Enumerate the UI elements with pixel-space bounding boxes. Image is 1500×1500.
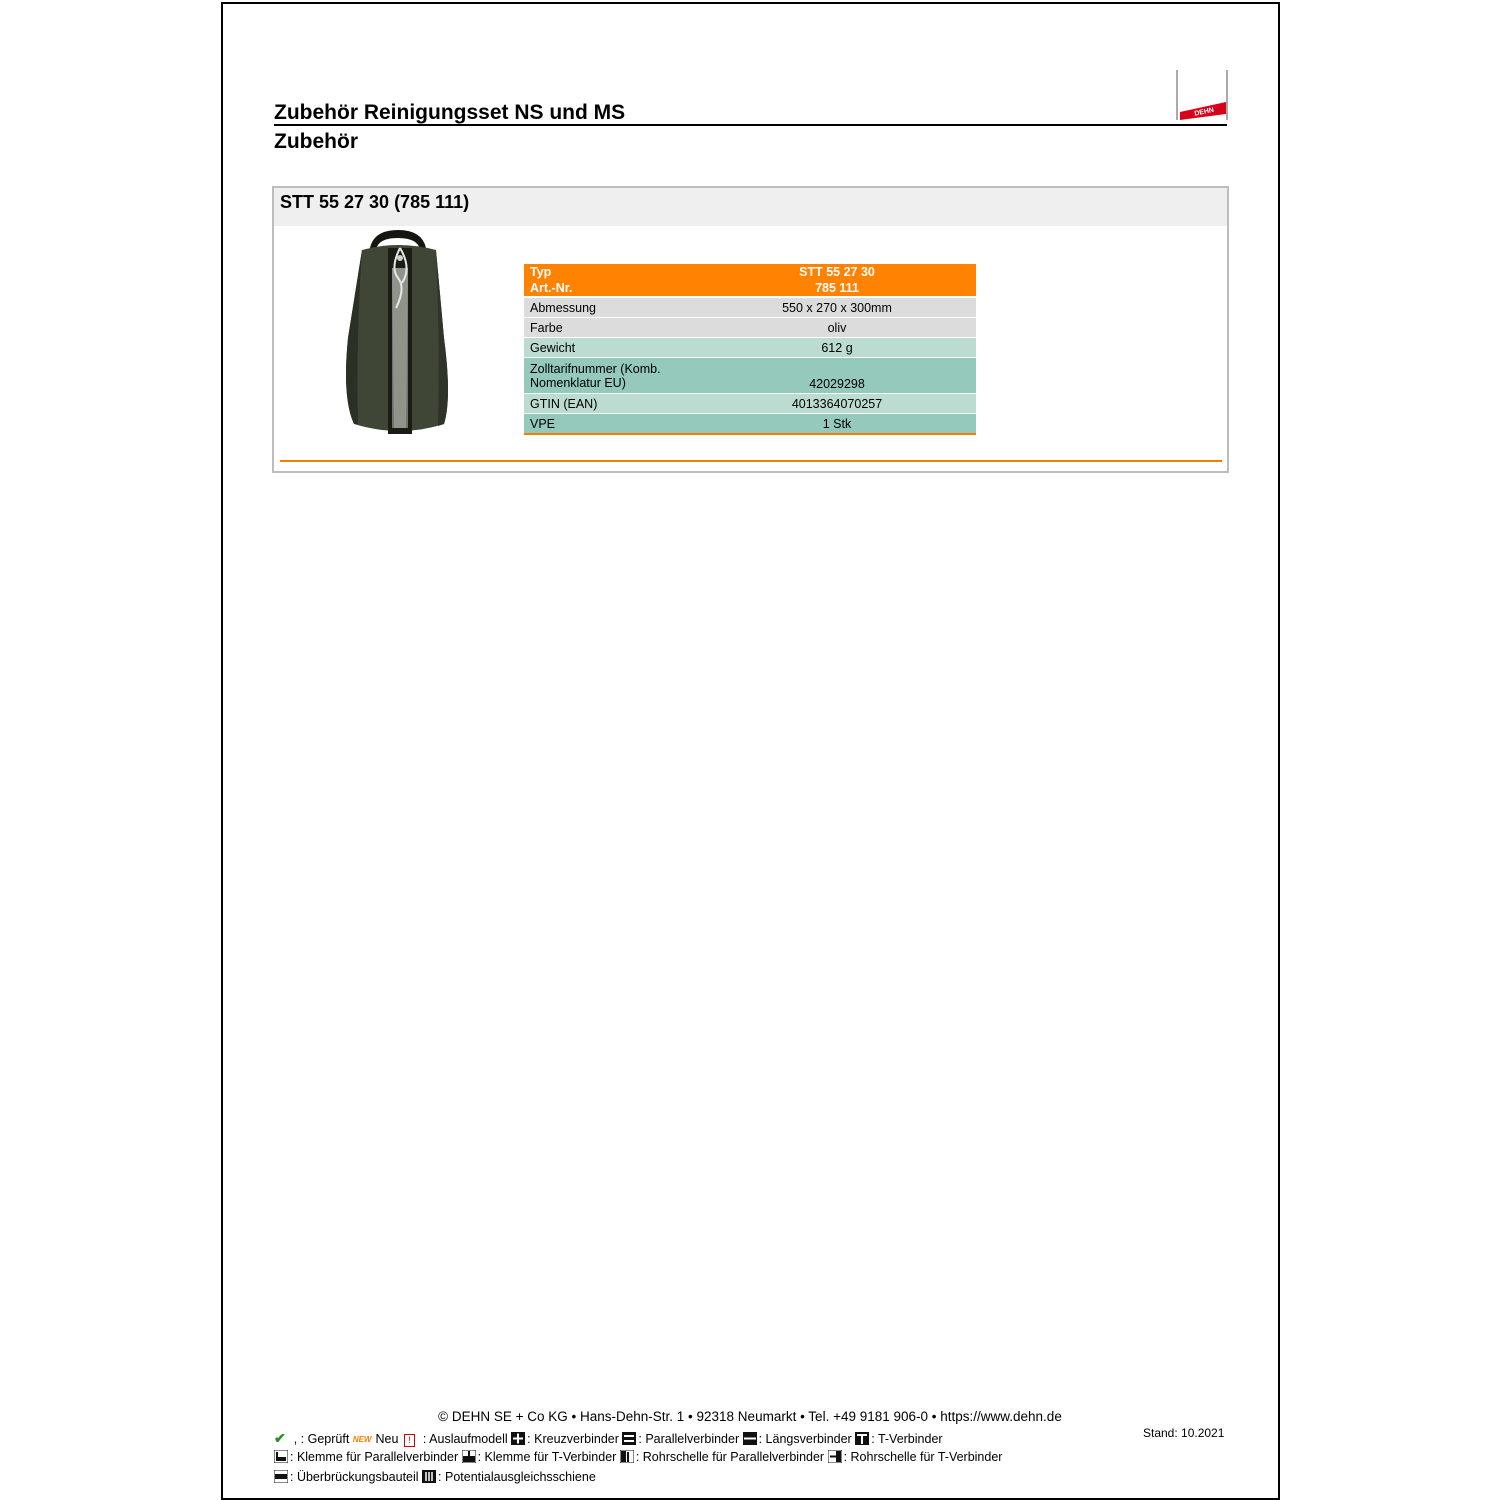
- logo-text: DEHN: [1193, 106, 1215, 118]
- spec-label: Zolltarifnummer (Komb. Nomenklatur EU): [524, 358, 698, 394]
- footer-stand: Stand: 10.2021: [1143, 1426, 1225, 1440]
- spec-label: Gewicht: [524, 338, 698, 358]
- product-title: STT 55 27 30 (785 111): [280, 192, 470, 212]
- longitudinal-connector-icon: [743, 1432, 757, 1445]
- legend-gepruft: , : Geprüft: [293, 1432, 350, 1446]
- legend-line-1: [274, 1430, 943, 1447]
- bridging-component-icon: [274, 1470, 288, 1483]
- spec-label: GTIN (EAN): [524, 394, 698, 414]
- spec-typ-label: Typ: [524, 264, 698, 280]
- spec-value: oliv: [698, 318, 976, 338]
- spec-value: 1 Stk: [698, 414, 976, 435]
- spec-typ-value: STT 55 27 30: [698, 264, 976, 280]
- spec-artnr-label: Art.-Nr.: [524, 280, 698, 297]
- page-title: Zubehör Reinigungsset NS und MS: [274, 101, 626, 124]
- legend-line-3: [274, 1470, 596, 1484]
- legend-kreuz: : Kreuzverbinder: [527, 1432, 619, 1446]
- olive-carry-bag-icon: [340, 228, 458, 434]
- legend-klemme-parallel: : Klemme für Parallelverbinder: [290, 1450, 459, 1464]
- spec-row: [524, 318, 976, 338]
- clamp-parallel-icon: [274, 1450, 288, 1463]
- legend-rohr-parallel: : Rohrschelle für Parallelverbinder: [635, 1450, 825, 1464]
- legend-rohr-t: : Rohrschelle für T-Verbinder: [843, 1450, 1003, 1464]
- cross-connector-icon: [511, 1432, 525, 1445]
- legend-auslauf: : Auslaufmodell: [422, 1432, 508, 1446]
- spec-label: VPE: [524, 414, 698, 435]
- parallel-connector-icon: [622, 1432, 636, 1445]
- spec-value: 4013364070257: [698, 394, 976, 414]
- legend-neu: Neu: [375, 1432, 399, 1446]
- spec-row: [524, 394, 976, 414]
- spec-row: [524, 338, 976, 358]
- spec-row: [524, 358, 976, 394]
- product-header: [274, 188, 1227, 226]
- spec-row: [524, 297, 976, 318]
- page-subtitle: Zubehör: [274, 130, 358, 153]
- spec-artnr-value: 785 111: [698, 280, 976, 297]
- discontinued-icon: !: [404, 1434, 415, 1447]
- spec-head-artnr: [524, 280, 976, 297]
- legend-parallel: : Parallelverbinder: [638, 1432, 740, 1446]
- check-icon: ✔: [274, 1430, 286, 1446]
- t-connector-icon: [855, 1432, 869, 1445]
- legend-laengs: : Längsverbinder: [758, 1432, 852, 1446]
- clamp-t-icon: [462, 1450, 476, 1463]
- legend-potential: : Potentialausgleichsschiene: [438, 1470, 596, 1484]
- spec-head-typ: [524, 264, 976, 280]
- equipotential-bar-icon: [422, 1470, 436, 1483]
- spec-label: Farbe: [524, 318, 698, 338]
- spec-value: 550 x 270 x 300mm: [698, 297, 976, 318]
- pipe-clamp-t-icon: [828, 1450, 842, 1463]
- title-divider: [274, 124, 1227, 126]
- legend-line-2: [274, 1450, 1002, 1464]
- footer-company: © DEHN SE + Co KG • Hans-Dehn-Str. 1 • 92318 Neumarkt • Tel. +49 9181 906-0 • https://www.dehn.de: [438, 1409, 1062, 1424]
- spec-table: [524, 264, 976, 435]
- dehn-logo: [1176, 70, 1228, 120]
- new-badge-icon: NEW: [352, 1435, 372, 1444]
- pipe-clamp-parallel-icon: [620, 1450, 634, 1463]
- spec-label: Abmessung: [524, 297, 698, 318]
- legend-ueberbrueck: : Überbrückungsbauteil: [290, 1470, 419, 1484]
- product-footer-rule: [280, 460, 1222, 462]
- spec-value: 612 g: [698, 338, 976, 358]
- spec-value: 42029298: [698, 358, 976, 394]
- spec-row: [524, 414, 976, 435]
- legend-klemme-t: : Klemme für T-Verbinder: [477, 1450, 617, 1464]
- legend-tverb: : T-Verbinder: [871, 1432, 943, 1446]
